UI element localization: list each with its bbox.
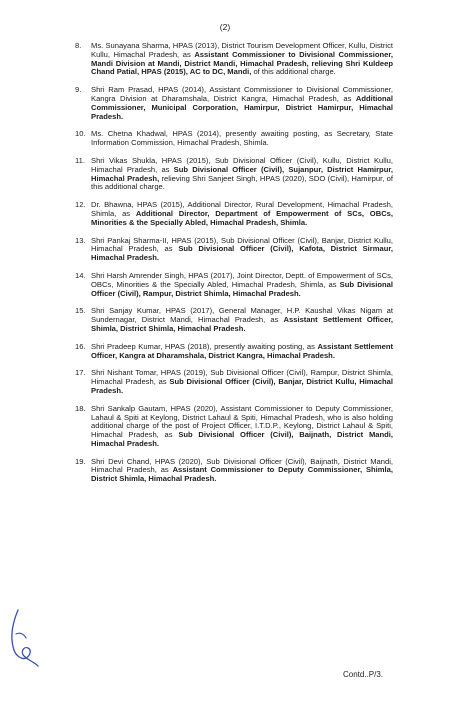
item-text-segment: Shri Sankalp Gautam, HPAS (2020), Assistant Commissioner to Deputy Commissioner, Lahaul & Spiti at Keylong, District Lahaul & Spiti, Himachal Pradesh, who is also holding additional charge of the post of Project Officer, I.T.D.P., Keylong, District Lahaul & Spiti, Himachal Pradesh, as (91, 403, 393, 440)
item-text-segment: Shri Vikas Shukla, HPAS (2015), Sub Divisional Officer (Civil), Kullu, District Kullu, Himachal Pradesh, as (91, 155, 393, 174)
item-text (91, 157, 393, 192)
posting-text: Additional Commissioner, Municipal Corporation, Hamirpur, District Hamirpur, Himachal Pradesh. (91, 93, 393, 121)
continuation-note: Contd..P/3. (343, 670, 384, 679)
posting-text: Sub Divisional Officer (Civil), Baijnath, District Mandi, Himachal Pradesh. (91, 430, 393, 448)
page-number: (2) (219, 22, 231, 32)
item-text-segment: Ms. Chetna Khadwal, HPAS (2014), presently awaiting posting, as Secretary, State Information Commission, Himachal Pradesh, Shimla. (91, 129, 393, 148)
item-text-segment: Shri Devi Chand, HPAS (2020), Sub Divisional Officer (Civil), Baijnath, District Mandi, Himachal Pradesh, as (91, 456, 393, 475)
item-number: 11. (75, 155, 85, 165)
posting-text: Assistant Settlement Officer, Shimla, District Shimla, Himachal Pradesh. (91, 315, 393, 333)
item-number: 10. (75, 129, 86, 139)
list-item (75, 237, 393, 263)
item-text (91, 86, 393, 121)
item-number: 14. (75, 270, 86, 280)
list-item (75, 458, 393, 484)
posting-text: Sub Divisional Officer (Civil), Sujanpur, District Hamirpur, Himachal Pradesh, (91, 164, 393, 183)
item-text-segment: Ms. Sunayana Sharma, HPAS (2013), District Tourism Development Officer, Kullu, District Kullu, Himachal Pradesh, as (91, 41, 393, 59)
list-item (75, 405, 393, 449)
list-item (75, 42, 393, 77)
item-text (91, 307, 393, 333)
order-list (75, 42, 393, 493)
list-item (75, 157, 393, 192)
item-text (91, 130, 393, 148)
handwritten-signature (4, 604, 44, 674)
list-item (75, 130, 393, 148)
item-text-segment: of this additional charge. (251, 67, 336, 77)
list-item (75, 201, 393, 227)
item-text (91, 237, 393, 263)
item-number: 9. (75, 85, 82, 95)
list-item (75, 369, 393, 395)
item-text-segment: Shri Harsh Amrender Singh, HPAS (2017), Joint Director, Deptt. of Empowerment of SCs, OBCs, Minorities & the Specially Abled, Himachal Pradesh, Shimla, as (91, 270, 393, 289)
item-text (91, 458, 393, 484)
posting-text: Assistant Commissioner to Divisional Commissioner, Mandi Division at Mandi, District Mandi, Himachal Pradesh, relieving Shri Kuldeep Chand Patial, HPAS (2015), AC to DC, Mandi, (91, 49, 393, 77)
list-item (75, 272, 393, 298)
item-number: 18. (75, 403, 86, 413)
list-item (75, 307, 393, 333)
item-number: 16. (75, 341, 86, 351)
item-text-segment: Dr. Bhawna, HPAS (2015), Additional Director, Rural Development, Himachal Pradesh, Shimla, as (91, 200, 393, 218)
list-item (75, 343, 393, 361)
item-number: 12. (75, 200, 86, 210)
item-text (91, 201, 393, 227)
item-text (91, 272, 393, 298)
item-text-segment: Shri Pradeep Kumar, HPAS (2018), presently awaiting posting, as (91, 341, 318, 351)
item-text (91, 369, 393, 395)
item-number: 19. (75, 456, 86, 466)
item-number: 13. (75, 235, 86, 245)
item-number: 15. (75, 306, 86, 316)
item-text (91, 405, 393, 449)
item-text (91, 42, 393, 77)
posting-text: Sub Divisional Officer (Civil), Kafota, District Sirmaur, Himachal Pradesh. (91, 244, 393, 263)
item-text-segment: relieving Shri Sanjeet Singh, HPAS (2020), SDO (Civil), Hamirpur, of this additional charge. (91, 173, 394, 192)
posting-text: Assistant Commissioner to Deputy Commissioner, Shimla, District Shimla, Himachal Pradesh. (91, 465, 393, 484)
item-text-segment: Shri Nishant Tomar, HPAS (2019), Sub Divisional Officer (Civil), Rampur, District Shimla, Himachal Pradesh, as (91, 368, 393, 387)
list-item (75, 86, 393, 121)
posting-text: Additional Director, Department of Empowerment of SCs, OBCs, Minorities & the Specially Abled, Himachal Pradesh, Shimla. (91, 208, 394, 227)
posting-text: Sub Divisional Officer (Civil), Rampur, District Shimla, Himachal Pradesh. (91, 279, 393, 298)
item-number: 17. (75, 368, 86, 378)
posting-text: Sub Divisional Officer (Civil), Banjar, District Kullu, Himachal Pradesh. (91, 377, 393, 395)
item-number: 8. (75, 41, 82, 50)
item-text-segment: Shri Pankaj Sharma-II, HPAS (2015), Sub Divisional Officer (Civil), Banjar, District Kullu, Himachal Pradesh, as (91, 235, 393, 254)
item-text-segment: Shri Ram Prasad, HPAS (2014), Assistant Commissioner to Divisional Commissioner, Kangra Division at Dharamshala, District Kangra, Himachal Pradesh, as (91, 85, 393, 103)
posting-text: Assistant Settlement Officer, Kangra at Dharamshala, District Kangra, Himachal Pradesh. (91, 341, 393, 360)
item-text-segment: Shri Sanjay Kumar, HPAS (2017), General Manager, H.P. Kaushal Vikas Nigam at Sundernagar, District Mandi, Himachal Pradesh, as (91, 306, 393, 325)
item-text (91, 343, 393, 361)
